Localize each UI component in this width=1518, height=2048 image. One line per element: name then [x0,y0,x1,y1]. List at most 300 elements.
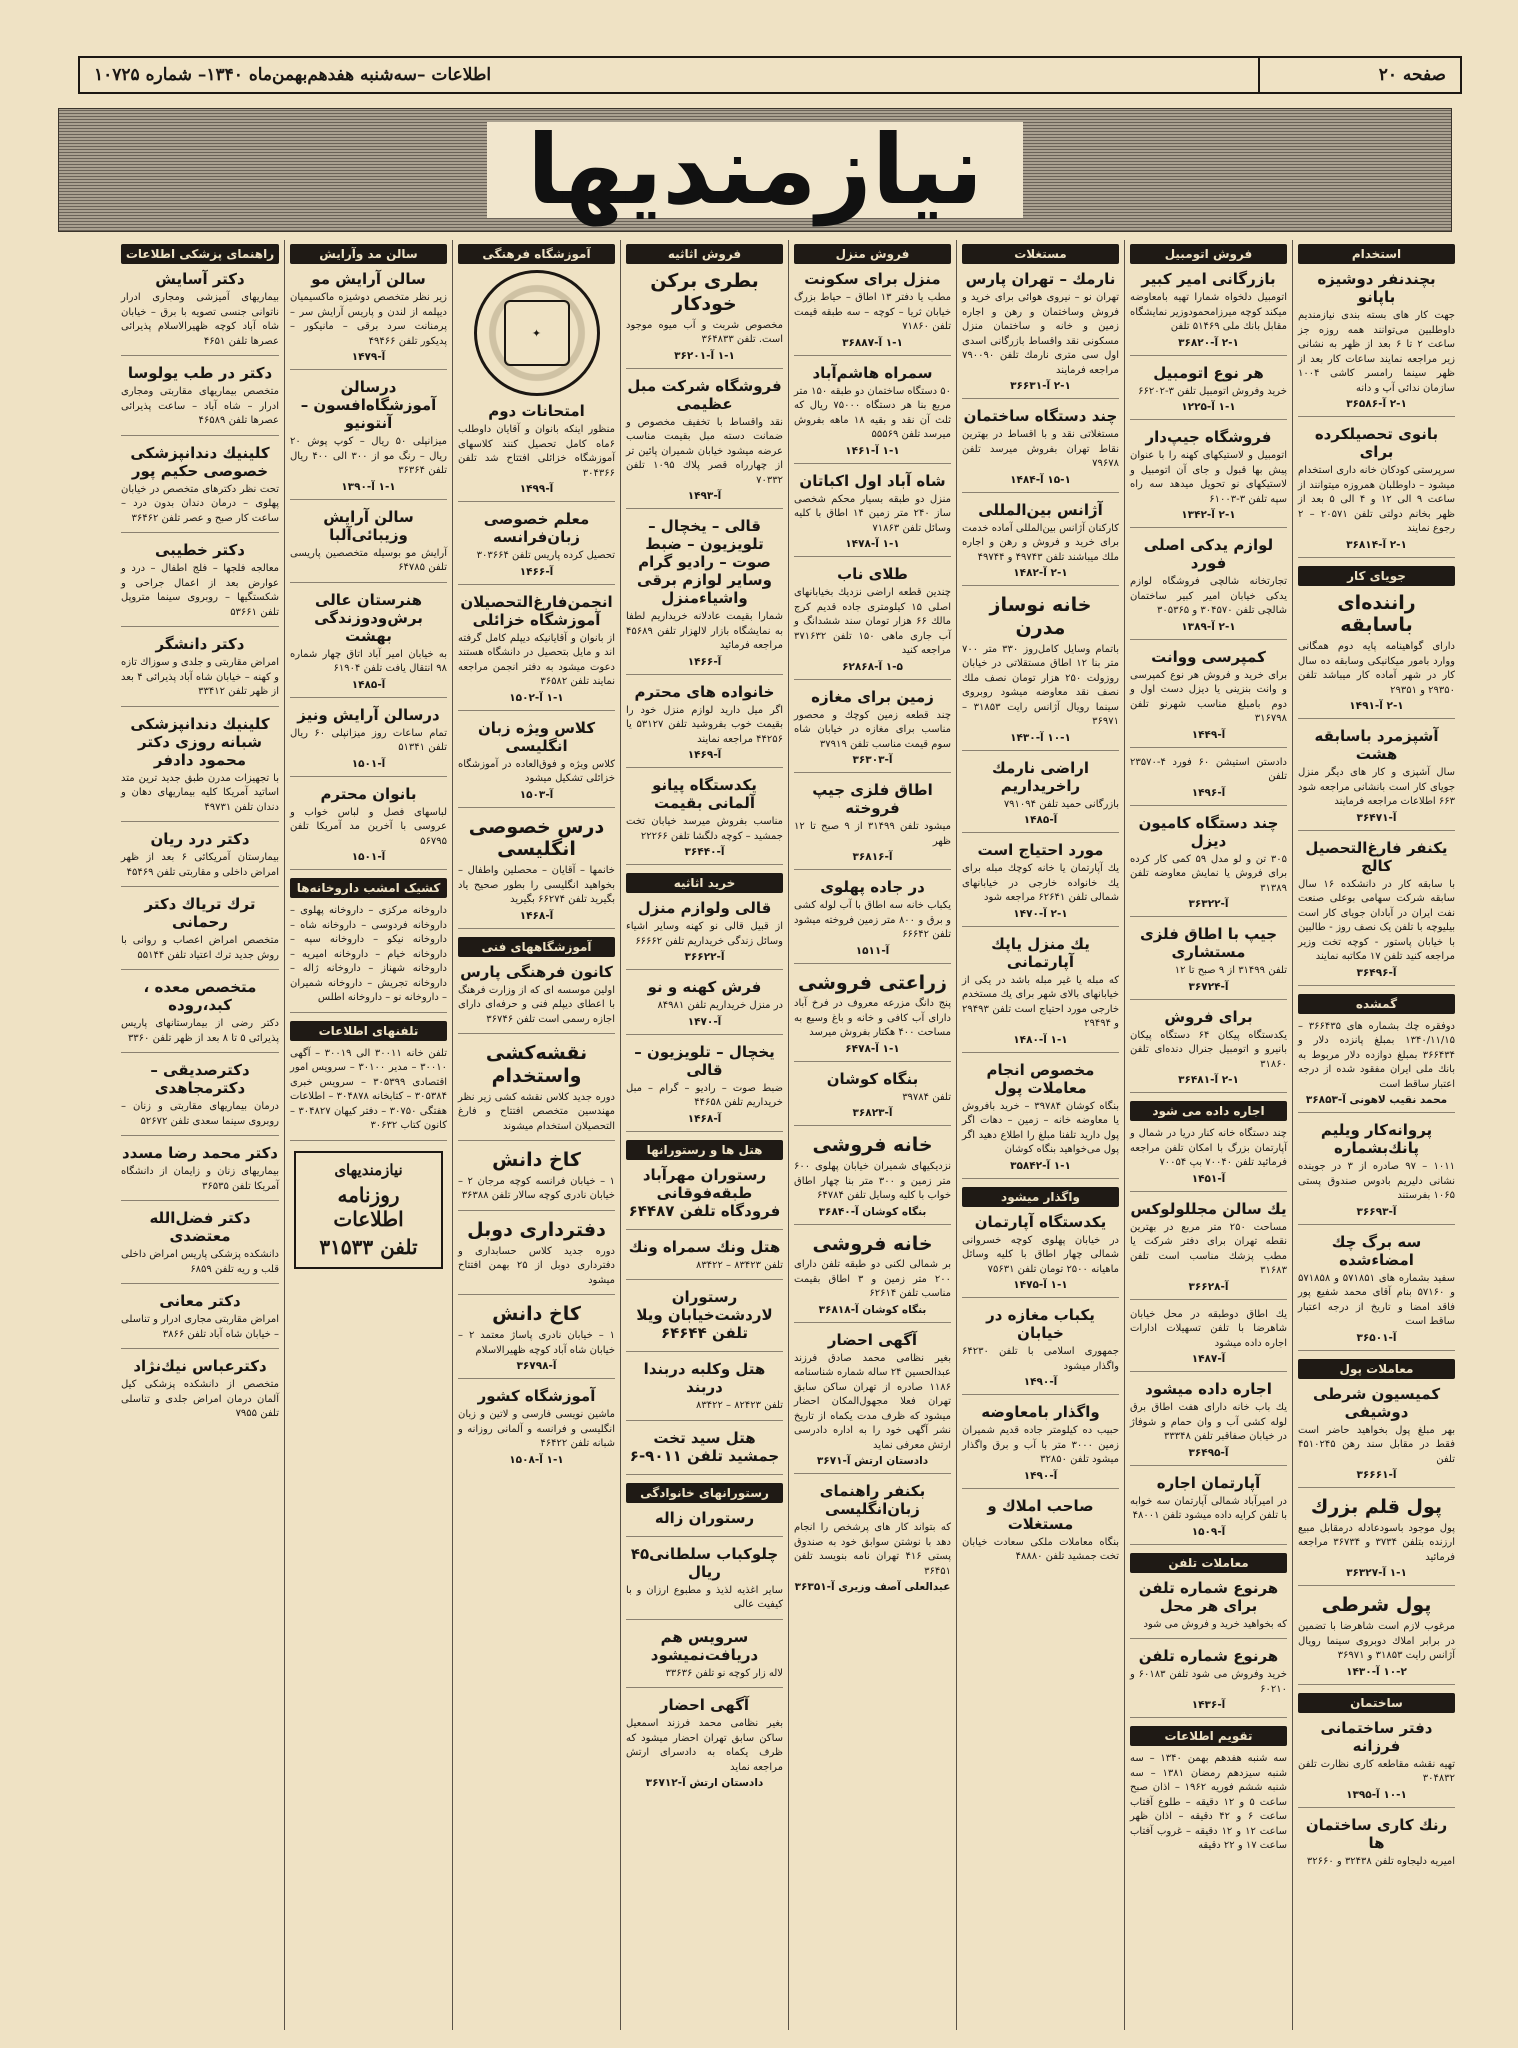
ad-title: درسالن آرایش ونیز [297,705,440,724]
ad-body: یك باب خانه دارای هفت اطاق برق لوله کشی آب و وان حمام و شوفاژ در خیابان صفاقبر تلفن ۳۳۳۴۸ [1130,1402,1287,1442]
column-7 [284,240,452,2030]
ad-title: اطاق فلزی جیپ فروخته [812,781,933,817]
classified-ad [121,635,279,707]
ad-phone: آ-۱۴۷۰ [687,1015,722,1028]
ad-body: مرغوب لازم است شاهرضا با تضمین در برابر املاك دوبروی سینما رویال آژانس رایت ۳۱۸۵۳ و ۳۶۹۷۱ [1298,1621,1455,1662]
classified-ad [121,715,279,823]
classified-ad [290,378,447,500]
classified-ad [626,776,783,865]
ad-phone: ۱-۱ آ-۳۶۲۰۱ [674,349,735,362]
ad-title: هتل وکلبه دربندا دربند [643,1360,766,1397]
ad-body: مخصوص شربت و آب میوه موجود است. تلفن ۳۶۴۸۳۳ [626,319,783,346]
ad-title: یکدستگاه آپارتمان [974,1212,1107,1231]
ad-title: نارمك – تهران پارس [965,270,1116,288]
ad-body: لاله زار کوچه نو تلفن ۳۳۶۳۶ [665,1667,783,1679]
ad-phone: آ-۱۴۷۹ [351,351,386,363]
ad-title: آموزشگاه کشور [477,1387,596,1406]
ad-phone: ۱-۱ آ-۳۶۸۸۷ [842,336,903,349]
classified-ad [962,935,1119,1053]
ad-phone: آ-۱۴۹۰ [1023,1469,1058,1482]
classified-ad [121,895,279,970]
ad-phone: ۱۵-۱ آ-۱۴۸۴ [1010,473,1071,486]
ad-body: چندین قطعه اراضی نزدیك بخیابانهای اصلی ۱۵ کیلومتری جاده قدیم کرج مالك ۶۶ هزار تومان سند ششدانگ و آب جاری ماهی ۱۵۰ تلفن ۳۷۱۶۳۲ مراجعه کنید [794,587,952,656]
ad-title: دفترداری دوبل [467,1218,606,1241]
column-5 [620,240,788,2030]
ad-title: فرش کهنه و نو [647,978,762,997]
ad-body: تلفن ۳۹۷۸۴ [902,1091,951,1103]
ad-body: بغیر نظامی محمد صادق فرزند عبدالحسین ۲۴ ساله شماره شناسنامه ۱۱۸۶ صادره از تهران ساکن سابق تهران فعلا مجهول‌المکان احضار میشود که ظرف مدت یکماه از تاریخ نشر آگهی خود را به اداره دادرسی ارتش معرفی نماید [794,1352,951,1451]
ad-body: چند دستگاه خانه کنار دریا در شمال و آپارتمان بزرگ با امکان تلفن مراجعه فرمائید تلفن ۷۰۰۴۰ بپ ۷۰۰۵۴ [1130,1128,1287,1168]
classified-ad [121,1209,279,1284]
classified-ad [962,501,1119,587]
ad-body: نزدیکیهای شمیران خیابان پهلوی ۶۰۰ متر زمین و ۳۰۰ متر بنا چهار اطاق خواب با کلیه وسایل تلفن ۶۴۷۸۴ [794,1161,951,1202]
ad-title: خانواده های محترم [634,682,775,701]
classified-ad [794,565,951,680]
ad-title: زمین برای مغازه [811,687,934,706]
section-heading: سالن مد وآرایش [290,244,447,264]
ad-body: یك اطاق دوطبقه در محل خیابان شاهرضا با تلفن تسهیلات ادارات اجاره داده میشود [1130,1308,1287,1349]
ad-phone: دادستان ارتش آ-۳۶۷۱ [816,1455,929,1468]
ad-body: ماشین نویسی فارسی و لاتین و زبان انگلیسی و فرانسه و آلمانی روزانه و شبانه تلفن ۴۶۴۲۲ [458,1409,615,1450]
ad-title: رستوران زاله [654,1508,755,1527]
ad-title: بانوان محترم [320,784,417,803]
ad-title: دکتر آسایش [155,270,245,288]
ad-body: سرپرستی کودکان خانه داری استخدام میشود – داوطلبان همروزه میتوانند از ساعت ۹ الی ۱۲ و ۴ الی ۵ بعد از ظهر بخانم دولتی تلفن ۲۰۵۷۱ – ۲ رجوع نمایند [1298,465,1455,534]
ad-body: بر شمالی لکنی دو طبقه تلفن دارای ۲۰۰ متر زمین و ۳ اطاق بقیمت مناسب تلفن ۶۲۶۱۴ [794,1259,951,1300]
ad-body: امراض مقاربتی مجاری ادرار و تناسلی – خیابان شاه آباد تلفن ۳۸۶۶ [121,1314,279,1340]
ad-body: متخصص امراض اعصاب و روانی با روش جدید ترك اعتیاد تلفن ۵۵۱۴۴ [121,935,279,961]
classified-ad [626,1360,783,1421]
section-heading: معاملات تلفن [1130,1553,1287,1573]
classified-ad [1130,1008,1287,1094]
section-heading: واگذار میشود [962,1187,1119,1207]
ad-phone: آ-۱۴۶۹ [687,749,722,762]
classified-ad [794,1233,951,1323]
ad-body: در امیرآباد شمالی آپارتمان سه خوابه با تلفن کرایه داده میشود تلفن ۴۸۰۰۱ [1130,1495,1287,1521]
ad-body: بازرگانی حمید تلفن ۷۹۱۰۹۴ [1003,798,1119,810]
ad-body: یك آپارتمان یا خانه کوچك مبله برای یك خانواده خارجی در خیابانهای شمالی تلفن ۶۲۶۴۱ مراجعه شود [962,863,1119,904]
ad-title: یکباب مغازه در خیابان [986,1306,1095,1343]
ad-phone: بنگاه کوشان آ-۳۶۸۴۰ [818,1205,927,1218]
ad-title: مورد احتیاج است [977,841,1104,860]
ad-phone: ۱-۱ آ-۱۵۰۲ [509,691,564,704]
section-heading: راهنمای پزشکی اطلاعات [121,244,279,264]
ad-title: طلای ناب [837,565,908,583]
classified-ad [121,978,279,1053]
classified-ad [1298,1496,1455,1586]
ad-phone: ۱-۱ آ-۳۵۸۴۲ [1010,1159,1071,1172]
classified-ad [1298,1719,1455,1808]
ad-title: کلینیك دندانپزشکی خصوصی حکیم پور [130,443,270,480]
ad-title: درس خصوصی انگلیسی [468,815,605,861]
ad-phone: ۱-۱ آ-۱۴۷۵ [1013,1279,1068,1292]
ad-phone: ۲-۱ آ-۳۶۵۸۶ [1346,398,1407,410]
section-heading: گمشده [1298,994,1455,1014]
section-heading: استخدام [1298,244,1455,264]
ad-phone: آ-۳۶۶۲۸ [1188,1280,1229,1293]
ad-phone: آ-۳۶۷۹۸ [516,1360,557,1373]
classified-ad [962,1497,1119,1571]
ad-phone: ۲-۱ آ-۱۴۷۰ [1013,907,1068,920]
page-number: صفحه ۲۰ [1378,65,1446,85]
ad-body: بیماریهای آمیزشی ومجاری ادرار ناتوانی جنسی تصویه با برق – خیابان شاه آباد کوچه ظهیرالاسلام پذیرائی عصرها تلفن ۴۶۵۱ [121,292,279,347]
ad-phone: آ-۳۶۴۴۰ [684,846,725,859]
ad-body: داروخانه مرکزی – داروخانه پهلوی – داروخانه فردوسی – داروخانه شاه – داروخانه نیکو – داروخانه سپه – داروخانه خیام – داروخانه امیریه – داروخانه شهناز – داروخانه ژاله – داروخانه تجریش – داروخانه شمیران – داروخانه نو – داروخانه اطلس [290,905,447,1003]
ad-title: بانوی تحصیلکرده برای [1314,425,1439,461]
classified-ad [794,781,951,870]
section-heading: خرید اثاثیه [626,873,783,893]
classified-ad [121,444,279,534]
ad-phone: ۱۰-۲ آ-۱۴۳۰ [1346,1665,1407,1678]
ad-phone: آ-۱۴۸۷ [1191,1353,1226,1365]
classified-ad [626,1696,783,1795]
ad-title: قالی ولوازم منزل [637,899,772,918]
ad-phone: ۲-۱ آ-۱۴۹۱ [1349,700,1404,713]
classified-ad [962,1061,1119,1179]
classified-ad [458,1042,615,1141]
ad-title: بنگاه کوشان [826,1069,919,1088]
ad-body: دکتر رضی از بیمارستانهای پاریس پذیرائی ۵ تا ۸ بعد از ظهر تلفن ۳۳۶۰ [121,1018,279,1044]
ad-title: بچندنفر دوشیزه باپانو [1317,270,1436,306]
ad-phone: آ-۱۵۰۳ [519,788,554,801]
ad-body: مساحت ۲۵۰ متر مربع در بهترین نقطه تهران برای دفتر شرکت یا مطب پزشك مناسب است تلفن ۳۱۶۸۳ [1130,1221,1287,1276]
ad-body: شمارا بقیمت عادلانه خریداریم لطفا به نمایشگاه بازار لالهزار تلفن ۴۵۶۸۹ مراجعه فرمائید [626,611,783,652]
classified-ad [121,364,279,436]
ad-body: منزل دو طبقه بسیار محکم شخصی ساز ۲۴۰ متر زمین ۱۴ اطاق با کلیه وسائل تلفن ۷۱۸۶۳ [794,493,952,534]
section-heading: هتل ها و رستورانها [626,1140,783,1160]
ad-body: سال آشپزی و کار های دیگر منزل جویای کار است بانشانی مراجعه شود ۶۶۳ اطلاعات مراجعه فرمایند [1298,767,1455,808]
masthead-divider [1258,58,1260,92]
classified-ad [458,1149,615,1211]
classified-ad [1298,1020,1455,1114]
ad-title: دکتر فضل‌الله معتضدی [149,1209,251,1245]
ad-body: امیریه دلیجاوه تلفن ۳۲۴۳۸ و ۳۲۶۶۰ [1306,1855,1455,1867]
classified-ad [626,517,783,675]
classified-ad [121,830,279,887]
ad-body: تحت نظر دکترهای متخصص در خیابان پهلوی – درمان دندان بدون درد – ساعت کار صبح و عصر تلفن ۳۶۴۶۲ [121,483,279,524]
notice-line-2: روزنامه اطلاعات [333,1182,404,1231]
ad-title: آگهی احضار [827,1330,918,1349]
ad-body: بیماریهای زنان و زایمان از دانشگاه آمریکا تلفن ۳۶۵۳۵ [121,1166,279,1192]
ad-phone: ۱-۱ آ-۱۴۷۸ [845,538,900,550]
classified-ad [794,270,951,356]
classified-ad [1298,727,1455,831]
ad-phone: آ-۱۴۹۳ [687,490,722,503]
ad-title: برای فروش [1164,1007,1253,1026]
ad-phone: ۲-۱ آ-۳۶۴۸۱ [1178,1074,1239,1086]
classified-ad [458,1219,615,1295]
ad-body: حبیب ده کیلومتر جاده قدیم شمیران زمین ۳۰۰۰ متر با آب و برق واگذار میشود تلفن ۳۲۸۵۰ [962,1425,1119,1466]
ad-title: کلاس ویژه زبان انگلیسی [477,718,596,755]
ad-title: پروانه‌كار ویلیم پانك‌بشماره [1320,1121,1433,1158]
classified-ad [626,978,783,1035]
ad-title: رستوران مهرآباد طبقه‌فوقانی فرودگاه تلفن ۶۴۴۸۷ [628,1165,781,1220]
ad-title: رستوران لاردشت‌خیابان ویلا تلفن ۶۴۶۴۴ [636,1288,773,1343]
ad-title: اراضی نارمك راخریداریم [992,758,1089,795]
section-heading: فروش اتومبیل [1130,244,1287,264]
ad-body: خرید وفروش می شود تلفن ۶۰۱۸۳ و ۶۰۲۱۰ [1130,1669,1287,1695]
ad-title: خانه فروشی [812,1134,933,1157]
ad-phone: آ-۱۴۸۵ [1023,814,1058,827]
ad-title: قالی – یخچال – تلویزیون – ضبط صوت – رادیو گرام وسایر لوازم برقی واشیاءمنزل [637,517,772,608]
ad-body: میشود تلفن ۳۱۴۹۹ از ۹ صبح تا ۱۲ ظهر [794,821,951,847]
ad-body: مناسب بفروش میرسد خیابان تخت جمشید – کوچه دلگشا تلفن ۲۲۲۶۶ [626,816,783,842]
ad-body: تلفن خانه ۳۰۰۱۱ الی ۳۰۰۱۹ – آگهی ۳۰۰۱۰ – مدیر ۳۰۱۰۰ – سرویس امور اقتصادی ۳۰۵۳۹۹ – سرویس خبری ۳۰۵۳۸۴ – کتابخانه ۳۰۴۸۷۸ – اطلاعات هفتگی ۳۰۷۵۰ – دفتر کیهان ۳۰۴۸۲۷ – کانون کتاب ۳۰۶۳۲ [290,1047,448,1131]
classified-ad [1298,270,1455,417]
ad-title: معلم خصوصی زبان‌فرانسه [483,510,590,546]
ad-title: ترك تریاك دکتر رحمانی [144,895,256,931]
ad-title: کمیسیون شرطی دوشیفی [1312,1384,1441,1421]
ad-title: دکتر معانی [159,1292,241,1310]
ad-phone: آ-۳۶۷۲۴ [1188,980,1229,993]
ad-title: یخچال – تلویزیون – قالی [634,1042,775,1079]
ad-title: آشپزمرد باسابقه هشت [1314,727,1439,764]
classified-ad [794,688,951,774]
ad-body: آرایش مو بوسیله متخصصین پاریسی تلفن ۶۴۷۸۵ [290,547,447,573]
section-heading: مستغلات [962,244,1119,264]
classified-ad [1298,592,1455,720]
ad-body: تلفن ۳۱۴۹۹ از ۹ صبح تا ۱۲ [1174,965,1287,976]
ad-phone: ۱-۱ آ-۱۵۰۸ [509,1453,564,1466]
ad-title: شاه آباد اول اکباتان [799,471,946,490]
ad-body: تهیه نقشه مقاطعه کاری نظارت تلفن ۳۰۴۸۳۲ [1298,1758,1455,1785]
ad-body: ضبط صوت – رادیو – گرام – مبل خریداریم تلفن ۴۴۶۵۸ [626,1082,783,1109]
classified-ad [626,1628,783,1689]
classified-ad [794,1331,951,1475]
classified-ad [1130,270,1287,356]
ad-phone: آ-۳۶۳۰۳ [852,754,893,766]
ad-title: دفتر ساختمانی فرزانه [1320,1718,1433,1755]
ad-phone: بنگاه کوشان آ-۳۶۸۱۸ [818,1303,927,1316]
ad-title: سمراه هاشم‌آباد [812,363,933,382]
ad-phone: محمد نقیب لاهونی آ-۳۶۸۵۳ [1305,1094,1448,1107]
ad-body: خانمها – آقایان – محصلین واطفال – بخواهید انگلیسی را بطور صحیح یاد بگیرید تلفن ۶۶۲۷۴ بگیرید [458,865,615,906]
ad-title: هتل ونك سمراه ونك [628,1237,781,1256]
ad-title: کمپرسی ووانت [1151,647,1266,666]
classified-ad [290,508,447,583]
ad-body: دانشکده پزشکی پاریس امراض داخلی قلب و ریه تلفن ۶۸۵۹ [121,1249,279,1275]
classified-ad [962,594,1119,751]
banner-title: نیازمندیها [487,122,1023,218]
ad-phone: آ-۳۶۶۲۲ [684,951,725,964]
ad-phone: ۲-۱ آ-۱۴۸۲ [1013,567,1068,579]
ad-title: رنك كاری ساختمان ها [1305,1815,1448,1852]
page-masthead [78,56,1462,94]
ad-title: دکتر در طب یولوسا [127,364,273,382]
section-heading: اجاره داده می شود [1130,1101,1287,1121]
classified-ad [626,1043,783,1132]
ad-body: سفید بشماره های ۵۷۱۸۵۱ و ۵۷۱۸۵۸ و ۵۷۱۶۰ بنام آقای محمد شفیع پور فاقد امضا و تاریخ از درجه اعتبار ساقط است [1298,1272,1455,1328]
classified-ad [290,706,447,777]
ad-phone: آ-۳۶۳۲۲ [1188,898,1229,910]
ad-body: دوفقره چك بشماره های ۳۶۶۴۳۵ – ۱۳۴۰/۱۱/۱۵ بمبلغ پانزده دلار و ۳۶۶۴۳۴ بمبلغ دوازده دلار مربوط به بانك ملی ایران مفقود شده از درجه اعتبار ساقط است [1298,1020,1456,1090]
classified-ad [1130,1308,1287,1373]
ad-title: متخصص معده ، کبد،روده [143,978,257,1014]
ad-body: بغیر نظامی محمد فرزند اسمعیل ساکن سابق تهران احضار میشود که ظرف یکماه به دادسرای ارتش مراجعه نماید [626,1718,783,1773]
ad-body: ۱ – خیابان نادری پاساژ معتمد ۲ – خیابان شاه آباد کوچه ظهیرالاسلام [458,1330,616,1356]
classified-ad [626,899,783,970]
classified-ad [626,683,783,769]
ad-phone: آ-۳۶۵۰۱ [1356,1331,1397,1344]
classified-ad [121,1061,279,1136]
classified-ad [962,841,1119,927]
classified-ad [458,1303,615,1379]
ad-title: چلوکباب سلطانی۴۵ ریال [630,1544,779,1581]
ad-body: متخصص بیماریهای مقاربتی ومجاری ادرار – شاه آباد – ساعت پذیرائی عصرها تلفن ۴۶۵۸۹ [121,386,279,426]
section-heading: فروش اثاثیه [626,244,783,264]
ad-body: جهت کار های بسته بندی نیازمندیم داوطلبین می‌توانند همه روزه جز ساعت ۲ تا ۶ بعد از ظهر به نشانی زیر مراجعه نمایند ساعات کار بعد از ظهر سینما رامسر کاشی ۱۰۰۴ سازمان ندائی آپ و دانه [1298,310,1456,394]
ad-title: سه برگ چك امضاءشده [1331,1232,1422,1269]
ad-title: لوازم یدکی اصلی فورد [1143,536,1274,572]
ad-title: کاخ دانش [492,1303,581,1326]
ad-body: تحصیل کرده پاریس تلفن ۳۰۳۶۶۴ [476,550,615,561]
ad-body: باتمام وسایل کامل‌روز ۳۳۰ متر ۷۰۰ متر بنا ۱۲ اطاق مستقلاتی در خیابان روزولت ۲۵۰ هزار تومان نصف ملك نصف نقد معاوضه میشود روبروی سینما رویال آژانس رایت ۳۱۸۵۳ – ۳۶۹۷۱ [962,643,1119,728]
ad-title: مخصوص انجام معاملات پول [986,1060,1095,1097]
book-icon: ✦ [504,300,570,366]
ad-title: نقشه‌کشی واستخدام [485,1042,588,1087]
ad-body: از بانوان و آقایانیکه دیپلم کامل گرفته اند و مایل بتحصیل در دانشگاه هستند دعوت میشود به دفتر انجمن مراجعه نمایند تلفن ۳۶۵۸۲ [458,632,615,687]
classified-ad [121,541,279,627]
ad-title: در جاده پهلوی [820,878,925,896]
ad-phone: آ-۱۴۹۰ [1023,1376,1058,1389]
ad-title: چند دستگاه ساختمان [963,407,1118,425]
classified-ad [626,1288,783,1352]
ad-body: ۵۰ دستگاه ساختمان دو طبقه ۱۵۰ متر مربع بنا هر دستگاه ۷۵۰۰۰ ریال که ثلث آن نقد و بقیه ۱۸ ماهه بفروش میرسد تلفن ۵۵۵۶۹ [794,385,952,440]
ad-phone: ۱-۱ آ-۶۴۷۸ [845,1042,900,1055]
ad-title: پول قلم بزرك [1310,1496,1443,1519]
ad-body: در خیابان پهلوی کوچه خسروانی شمالی چهار اطاق با کلیه وسائل ماهیانه ۲۵۰۰ تومان تلفن ۷۵۶۳۱ [962,1234,1119,1275]
ad-body: چند قطعه زمین کوچك و محصور مناسب برای مغازه در خیابان شاه سوم قیمت مناسب تلفن ۳۷۹۱۹ [794,709,951,750]
ad-phone: ۲-۱ آ-۳۶۸۱۴ [1346,538,1407,551]
ad-body: مطب یا دفتر ۱۳ اطاق – حیاط بزرگ خیابان ثریا – کوچه – سه طبقه قیمت تلفن ۷۱۸۶۰ [794,292,951,332]
ad-phone: ۲-۱ آ-۳۶۶۳۱ [1010,380,1071,392]
section-heading: فروش منزل [794,244,951,264]
ad-body: به خیابان امیر آباد اتاق چهار شماره ۹۸ انتقال یافت تلفن ۶۱۹۰۴ [290,648,447,674]
classified-ad [290,270,447,370]
classified-ad [962,407,1119,493]
ad-body: معالجه فلجها – فلج اطفال – درد و عوارض بعد از اعمال جراحی و شکستگیها – روبروی سینما متروپل تلفن ۵۳۶۶۱ [121,563,279,618]
ad-body: دوره جدید کلاس نقشه کشی زیر نظر مهندسین متخصص افتتاح و فارغ التحصیلان استخدام میشوند [458,1091,615,1132]
classified-ad [121,1292,279,1349]
section-heading: تلفنهای اطلاعات [290,1021,447,1041]
classified-ad [626,1509,783,1537]
ad-body: دادستن استیشن ۶۰ فورد ۴-۲۳۵۷۰ تلفن [1130,756,1287,782]
ad-body: که بخواهید خرید و فروش می شود [1143,1618,1287,1630]
classified-ad [290,904,447,1013]
ad-title: راننده‌ای باسابقه [1337,591,1416,637]
ad-phone: آ-۱۴۶۶ [519,565,554,578]
classified-ad [458,719,615,808]
ad-title: سرویس هم دریافت‌نمیشود [650,1627,759,1664]
ad-title: دکترصدیقی – دکترمجاهدی [150,1061,250,1097]
ad-phone: آ-۱۴۸۵ [351,678,386,691]
ad-title: خانه نوساز مدرن [989,594,1092,639]
ad-body: تجارتخانه شالچی فروشگاه لوازم یدکی خیابان امیر کبیر ساختمان شالچی تلفن ۳۰۴۵۷۰ و ۳۰۵۳۶۵ [1130,576,1287,616]
ad-phone: آ-۱۴۴۹ [1191,728,1226,741]
ad-phone: آ-۱۴۵۱ [1191,1172,1226,1185]
ad-phone: ۱-۱ آ-۱۳۹۰ [341,480,396,493]
ad-body: یکباب خانه سه اطاق با آب لوله کشی و برق و ۸۰۰ متر زمین فروخته میشود تلفن ۶۶۶۴۲ [794,900,951,940]
ad-body: نقد واقساط با تخفیف مخصوص و ضمانت دسته مبل بقیمت مناسب عرضه میشود خیابان شمیران پائین تر از چهارراه قصر پلاك ۱۰۹۵ تلفن ۷۰۳۳۲ [626,416,783,486]
ad-phone: آ-۱۵۰۹ [1191,1525,1226,1538]
ad-body: درمان بیماریهای مقاربتی و زنان – روبروی سینما سعدی تلفن ۵۲۶۷۲ [121,1101,279,1127]
ad-body: از قبیل قالی نو کهنه وسایر اشیاء وسائل زندگی خریداریم تلفن ۶۶۶۶۲ [626,921,783,947]
ad-title: انجمن‌فارغ‌التحصیلان آموزشگاه خزائلی [460,592,613,629]
classified-ad [794,472,951,558]
classified-ad [626,377,783,510]
section-heading: جویای کار [1298,566,1455,586]
ad-body: میزانپلی ۵۰ ریال – کوپ پوش ۲۰ ریال – رنگ مو از ۳۰۰ الی ۴۰۰ ریال تلفن ۳۶۳۶۴ [290,436,447,476]
ad-phone: ۱-۵ آ-۶۲۸۶۸ [842,660,903,673]
ad-title: دکتر محمد رضا مسدد [121,1144,279,1162]
ad-title: هرنوع شماره تلفن برای هر محل [1138,1578,1279,1615]
notice-line-1: نیازمندیهای [334,1160,403,1179]
ad-body: خرید وفروش اتومبیل تلفن ۳-۶۶۲۰۲ [1138,385,1287,397]
classified-ad [290,1047,447,1141]
classified-ad [121,1144,279,1201]
ad-title: فروشگاه جیپ‌دار [1145,428,1272,446]
ad-phone: آ-۳۶۴۹۵ [1188,1446,1229,1459]
classified-ad [1130,1752,1287,1860]
ad-title: دکترعباس نیك‌نژاد [133,1357,267,1375]
ad-phone: عبدالعلی آصف وزیری آ-۳۶۳۵۱ [794,1581,951,1594]
section-heading: معاملات پول [1298,1359,1455,1379]
classified-ad [1130,1200,1287,1300]
ad-phone: آ-۱۵۰۱ [351,757,386,770]
ad-phone: آ-۱۴۶۸ [687,1112,722,1125]
classified-ad [626,1166,783,1230]
classified-ad [1298,1816,1455,1876]
classified-ad [1130,648,1287,748]
ad-body: بهر مبلغ پول بخواهید حاضر است فقط در مقابل سند رهن ۴۵۱۰۲۴۵ تلفن [1298,1424,1455,1465]
classified-ad [290,785,447,871]
ad-body: منظور اینکه بانوان و آقایان داوطلب ۶ماه کامل تحصیل کنند کلاسهای آموزشگاه خزائلی افتتاح شد تلفن ۳۰۴۳۶۶ [458,424,615,479]
classified-ad [626,1545,783,1620]
ad-body: اتومبیل و لاستیکهای کهنه را با عنوان پیش بها قبول و جای آن اتومبیل و لاستیکهای نو تحویل میدهد سه راه سپه تلفن ۳-۶۱۰۰۳ [1130,450,1287,505]
ad-title: هنرستان عالی برش‌ودوزندگی بهشت [314,590,423,645]
column-6 [452,240,620,2030]
classified-ad [962,759,1119,834]
section-heading: تقویم اطلاعات [1130,1726,1287,1746]
ad-title: بطری برکن خودکار [650,270,759,315]
ad-title: سالن آرایش وزیبائی‌آلبا [323,507,414,544]
classified-ad [1298,839,1455,986]
ad-body: تلفن ۸۲۴۲۳ – ۸۳۴۲۲ [695,1400,783,1412]
classified-ad [458,1387,615,1472]
ad-title: کاخ دانش [492,1149,581,1172]
classified-ad [794,878,951,964]
classified-ad [458,816,615,929]
classified-ad [1130,428,1287,528]
classified-ad [458,593,615,711]
ad-body: که بتواند کار های پرشخص را انجام دهد با نوشتن سوابق خود به صندوق پستی ۴۱۶ تهران نامه بنویسد تلفن ۳۶۴۵۱ [794,1522,951,1577]
classified-ad [1130,814,1287,918]
ad-title: امتحانات دوم [488,402,585,420]
classifieds-banner [58,108,1452,232]
ad-body: با تجهیزات مدرن طبق جدید ترین متد اساتید آمریکا کلیه بیماریهای دهان و دندان تلفن ۴۹۷۳۱ [121,772,279,813]
classified-ad [1130,925,1287,1000]
ad-body: مستغلاتی نقد و با اقساط در بهترین نقاط تهران بفروش میرسد تلفن ۷۹۶۷۸ [962,429,1119,469]
ad-body: پنج دانگ مزرعه معروف در فرخ آباد دارای آب کافی و خانه و باغ وسیع به مساحت ۴۰۰ هکتار بفروش میرسد [794,998,951,1039]
ad-title: جیپ با اطاق فلزی مستشاری [1139,925,1278,961]
ad-body: امراض مقاربتی و جلدی و سوزاك تازه و کهنه – خیابان شاه آباد پذیرائی ۴ بعد از ظهر تلفن ۳۳۴۱۲ [121,657,279,697]
ad-phone: ۲-۱ آ-۳۶۸۲۰ [1178,336,1239,349]
ad-body: در منزل خریداریم تلفن ۸۴۹۸۱ [657,1000,783,1012]
classified-ad [794,972,951,1062]
ad-columns [40,240,1460,2030]
ad-title: آگهی احضار [659,1696,750,1715]
classified-ad [1298,425,1455,558]
